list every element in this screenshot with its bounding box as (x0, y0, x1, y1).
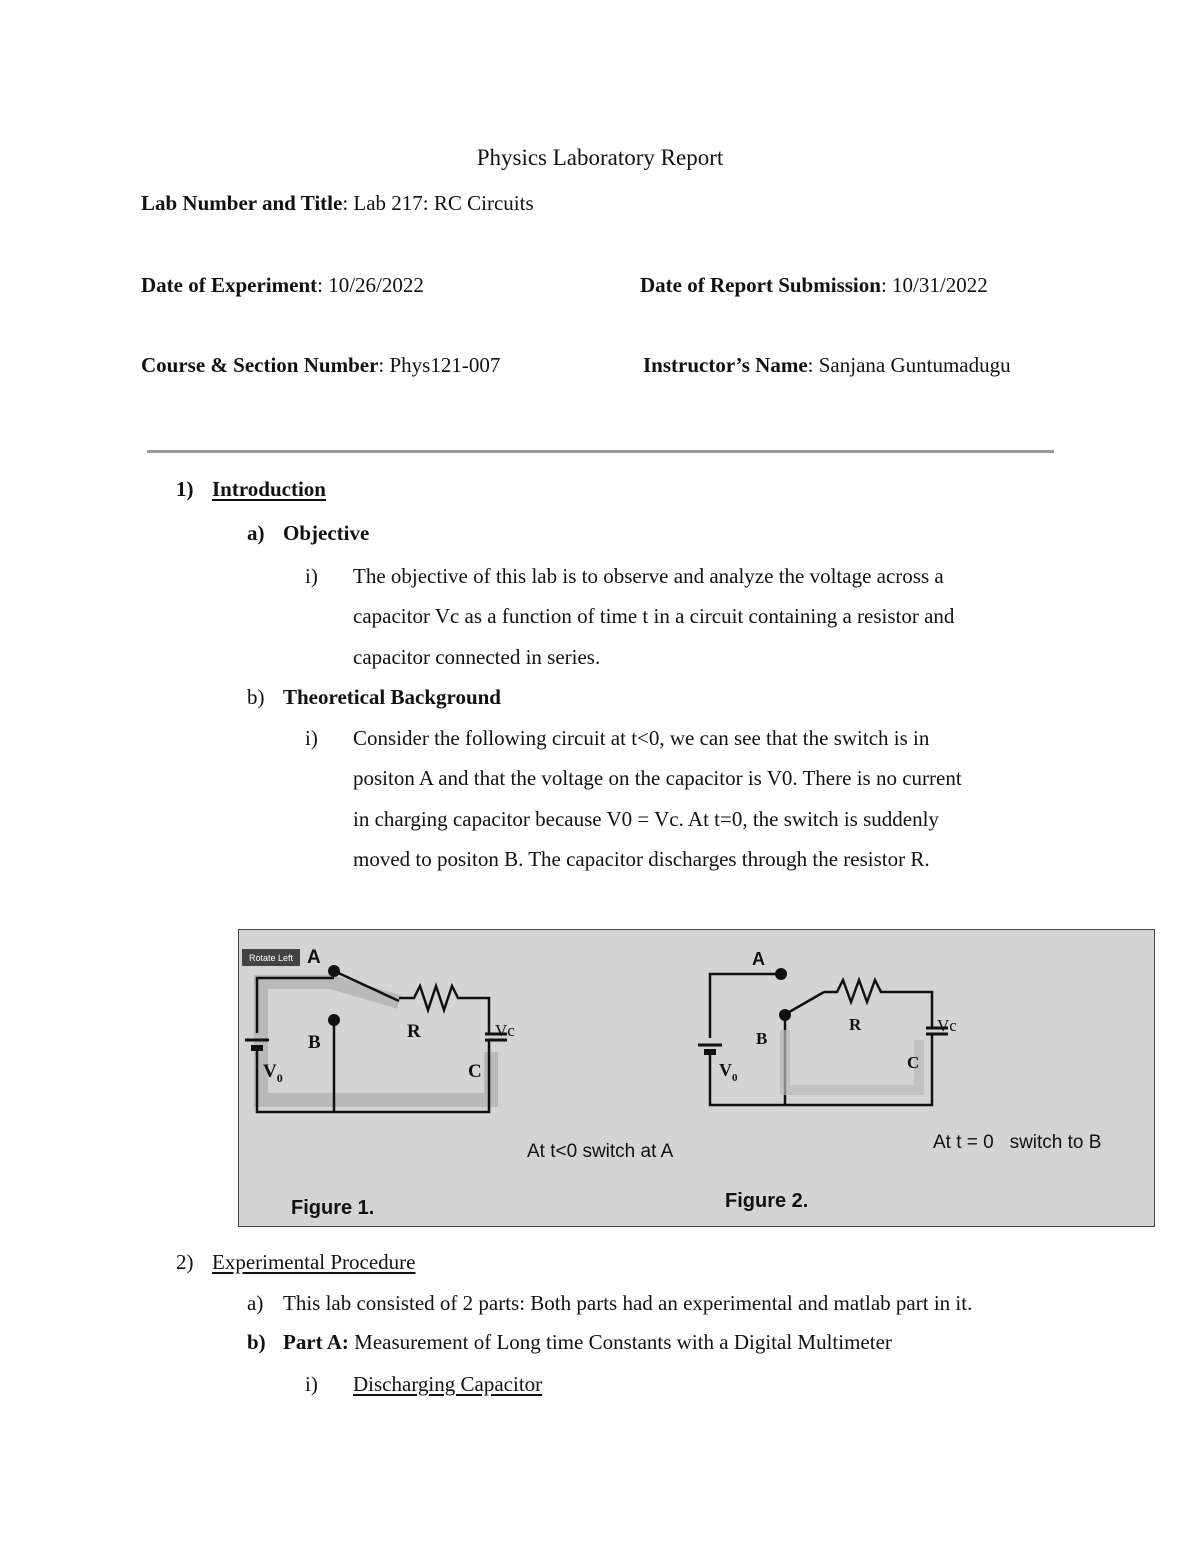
fig1-label-r: R (407, 1021, 421, 1042)
fig2-label-a: A (752, 949, 765, 969)
background-heading: Theoretical Background (283, 685, 501, 709)
procedure-b-text: Part A: Measurement of Long time Constants with a Digital Multimeter (283, 1330, 892, 1354)
figure2-label: Figure 2. (725, 1190, 809, 1212)
fig1-node-b-dot (328, 1014, 340, 1026)
date-submission-field (640, 273, 988, 298)
fig2-caption: At t = 0 switch to B (933, 1132, 1102, 1153)
header-divider (147, 450, 1054, 453)
fig2-label-r: R (849, 1015, 862, 1034)
date-submission-label: Date of Report Submission (640, 273, 881, 297)
report-title: Physics Laboratory Report (476, 145, 724, 170)
instructor-value: : Sanjana Guntumadugu (807, 353, 1011, 377)
course-section-field (141, 353, 500, 378)
fig2-current-path (785, 1030, 919, 1090)
section-number-intro: 1) (176, 477, 194, 501)
section-heading-procedure: Experimental Procedure (212, 1250, 416, 1274)
background-line-2: positon A and that the voltage on the capacitor is V0. There is no current (353, 766, 962, 790)
fig2-label-c: C (907, 1053, 920, 1072)
background-roman: i) (305, 726, 318, 750)
figure1-label: Figure 1. (291, 1197, 375, 1219)
fig1-label-vc: Vc (495, 1021, 515, 1040)
date-submission-value: : 10/31/2022 (880, 273, 988, 297)
fig1-label-a: A (307, 947, 321, 968)
background-line-1: Consider the following circuit at t<0, we can see that the switch is in (353, 726, 930, 750)
background-letter: b) (247, 685, 265, 709)
fig1-node-a-dot (328, 965, 340, 977)
section-number-procedure: 2) (176, 1250, 194, 1274)
objective-line-3: capacitor connected in series. (353, 645, 601, 669)
date-experiment-field (141, 273, 424, 298)
objective-letter: a) (247, 521, 265, 545)
background-line-3: in charging capacitor because V0 = Vc. At t=0, the switch is suddenly (353, 807, 939, 831)
instructor-field (643, 353, 1011, 378)
fig1-current-path (261, 1008, 491, 1100)
objective-line-2: capacitor Vc as a function of time t in a circuit containing a resistor and (353, 604, 955, 628)
section-heading-intro: Introduction (212, 477, 326, 501)
circuit-diagrams (239, 930, 1155, 1227)
fig2-node-a-dot (775, 968, 787, 980)
background-line-4: moved to positon B. The capacitor discharges through the resistor R. (353, 847, 930, 871)
lab-label: Lab Number and Title (141, 191, 343, 215)
fig1-label-c: C (468, 1061, 482, 1082)
fig2-label-vc: Vc (937, 1016, 957, 1035)
objective-heading: Objective (283, 521, 370, 545)
fig2-label-b: B (756, 1029, 768, 1048)
date-experiment-value: : 10/26/2022 (317, 273, 424, 297)
instructor-label: Instructor’s Name (643, 353, 808, 377)
procedure-sub-roman: i) (305, 1372, 318, 1396)
fig1-label-v0: $V_0$ (263, 1061, 283, 1085)
fig2-label-v0: $V_0$ (719, 1060, 738, 1084)
fig2-node-b-dot (779, 1009, 791, 1021)
fig1-label-b: B (308, 1032, 321, 1053)
procedure-b-letter: b) (247, 1330, 266, 1354)
objective-roman: i) (305, 564, 318, 588)
course-value: : Phys121-007 (378, 353, 501, 377)
lab-value: : Lab 217: RC Circuits (342, 191, 534, 215)
circuit-figure-image (238, 929, 1155, 1227)
date-experiment-label: Date of Experiment (141, 273, 318, 297)
fig1-current-path-top (261, 982, 399, 1008)
lab-number-field (141, 191, 534, 216)
course-label: Course & Section Number (141, 353, 379, 377)
rotate-left-label: Rotate Left (248, 953, 294, 963)
objective-line-1: The objective of this lab is to observe and analyze the voltage across a (353, 564, 944, 588)
procedure-a-text: This lab consisted of 2 parts: Both parts had an experimental and matlab part in it. (283, 1291, 973, 1315)
fig1-caption: At t<0 switch at A (527, 1141, 674, 1162)
procedure-sub-heading: Discharging Capacitor (353, 1372, 543, 1396)
procedure-a-letter: a) (247, 1291, 264, 1315)
